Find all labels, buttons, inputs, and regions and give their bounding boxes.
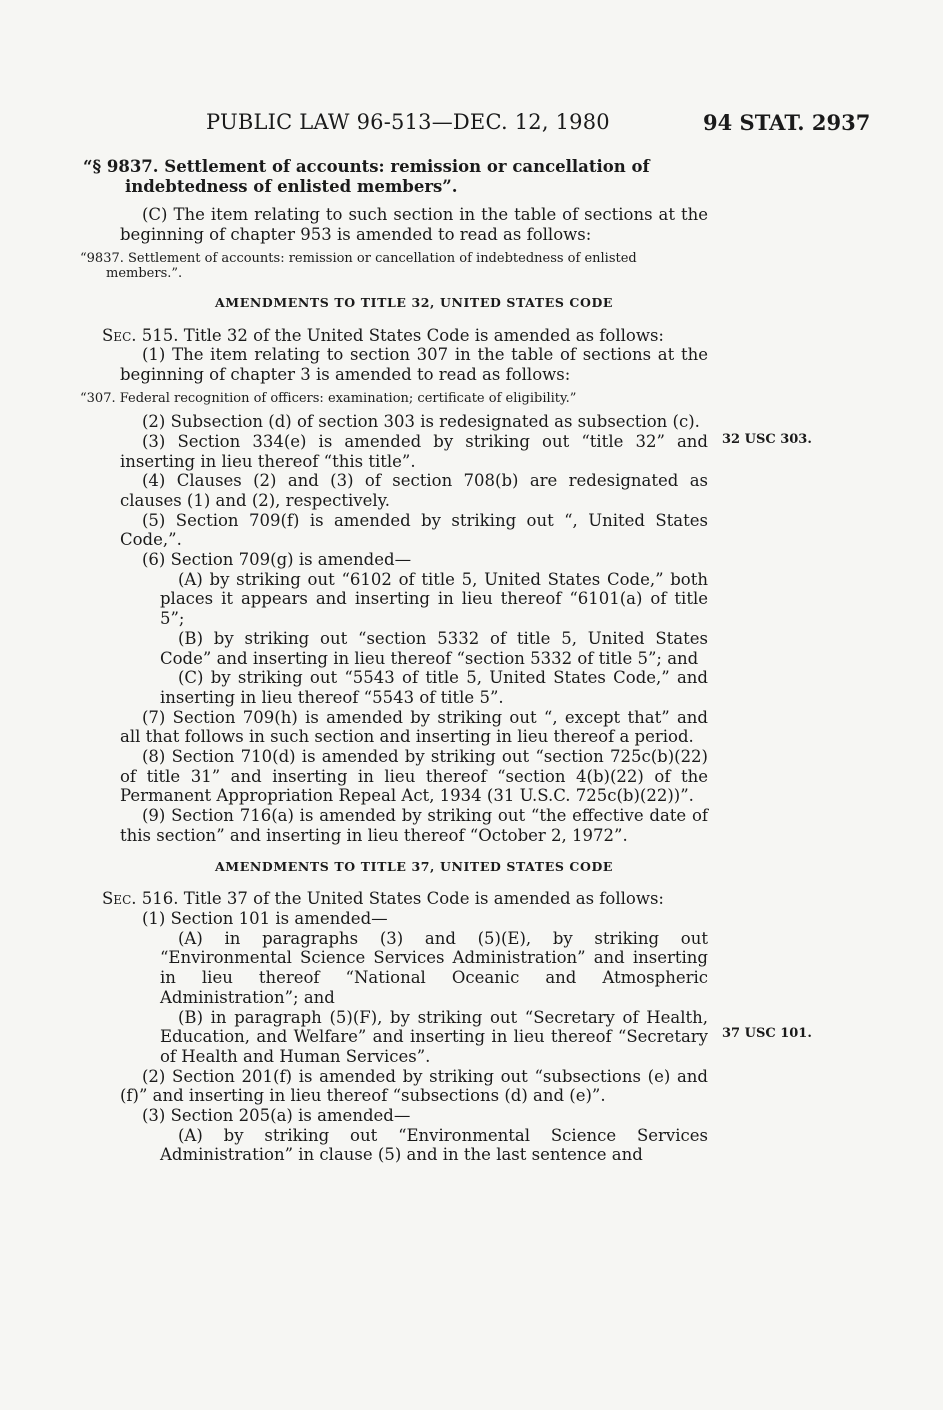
sec-515-para-6b: (B) by striking out “section 5332 of title 5, United States Code” and inserting in lieu thereof “section 5332 of title 5”; and bbox=[160, 628, 708, 668]
sec-515-para-4: (4) Clauses (2) and (3) of section 708(b) are redesignated as clauses (1) and (2), respectively. bbox=[120, 471, 708, 510]
section-515-text: 515. Title 32 of the United States Code is amended as follows: bbox=[141, 325, 664, 345]
sec-515-para-6c: (C) by striking out “5543 of title 5, United States Code,” and inserting in lieu thereof “5543 of title 5”. bbox=[160, 668, 708, 707]
running-header-title: PUBLIC LAW 96-513—DEC. 12, 1980 bbox=[206, 110, 610, 134]
sec-516-para-3: (3) Section 205(a) is amended— bbox=[142, 1106, 411, 1126]
heading-title-37: AMENDMENTS TO TITLE 37, UNITED STATES CODE bbox=[214, 858, 614, 874]
running-header-stat: 94 STAT. 2937 bbox=[703, 110, 871, 135]
sec-516-para-2: (2) Section 201(f) is amended by striking out “subsections (e) and (f)” and inserting in lieu thereof “subsections (d) and (e)”. bbox=[120, 1066, 708, 1106]
sec-515-para-6a: (A) by striking out “6102 of title 5, United States Code,” both places it appears and inserting in lieu thereof “6101(a) of title 5”; bbox=[160, 569, 708, 629]
sec-516-para-1a: (A) in paragraphs (3) and (5)(E), by striking out “Environmental Science Services Administration” and inserting in lieu thereof “National Oceanic and Atmospheric Administration”; and bbox=[160, 928, 708, 1007]
sec-515-para-3: (3) Section 334(e) is amended by striking out “title 32” and inserting in lieu thereof “this title”. bbox=[120, 431, 708, 471]
section-title: “§ 9837. Settlement of accounts: remission or cancellation of indebtedness of enlisted members”. bbox=[83, 157, 650, 196]
margin-note-32-usc-303: 32 USC 303. bbox=[722, 432, 812, 447]
sec-516-para-1b: (B) in paragraph (5)(F), by striking out “Secretary of Health, Education, and Welfare” and inserting in lieu thereof “Secretary of Health and Human Services”. bbox=[160, 1007, 708, 1066]
sec-515-para-6: (6) Section 709(g) is amended— bbox=[142, 550, 412, 570]
sec-516-para-3a: (A) by striking out “Environmental Science Services Administration” in clause (5) and in the last sentence and bbox=[160, 1125, 708, 1165]
sec-515-para-1: (1) The item relating to section 307 in the table of sections at the beginning of chapter 3 is amended to read as follows: bbox=[120, 345, 708, 384]
sec-515-para-7: (7) Section 709(h) is amended by striking out “, except that” and all that follows in such section and inserting in lieu thereof a period. bbox=[120, 707, 708, 747]
sec-515-para-8: (8) Section 710(d) is amended by striking out “section 725c(b)(22) of title 31” and inserting in lieu thereof “section 4(b)(22) of the Permanent Appropriation Repeal Act, 1934 (31 U.S.C. 725c(b)(22))”. bbox=[120, 747, 708, 806]
section-516-intro bbox=[102, 889, 708, 909]
paragraph-c: (C) The item relating to such section in the table of sections at the beginning of chapter 953 is amended to read as follows: bbox=[120, 205, 708, 245]
sec-516-para-1: (1) Section 101 is amended— bbox=[142, 909, 388, 928]
section-515-intro bbox=[102, 326, 708, 346]
sec-515-para-2: (2) Subsection (d) of section 303 is redesignated as subsection (c). bbox=[142, 412, 700, 432]
heading-title-32: AMENDMENTS TO TITLE 32, UNITED STATES CODE bbox=[214, 294, 614, 310]
sec-515-para-5: (5) Section 709(f) is amended by striking out “, United States Code,”. bbox=[120, 510, 708, 550]
sec-label: Sec. bbox=[102, 889, 137, 909]
sec-label: Sec. bbox=[102, 325, 137, 345]
document-body bbox=[80, 157, 708, 1165]
section-516-text: 516. Title 37 of the United States Code is amended as follows: bbox=[141, 889, 664, 909]
quoted-item-307: “307. Federal recognition of officers: examination; certificate of eligibility.” bbox=[80, 390, 577, 406]
margin-note-37-usc-101: 37 USC 101. bbox=[722, 1026, 812, 1041]
quoted-item-9837: “9837. Settlement of accounts: remission or cancellation of indebtedness of enlisted members.”. bbox=[80, 250, 637, 282]
sec-515-para-9: (9) Section 716(a) is amended by striking out “the effective date of this section” and inserting in lieu thereof “October 2, 1972”. bbox=[120, 806, 708, 845]
